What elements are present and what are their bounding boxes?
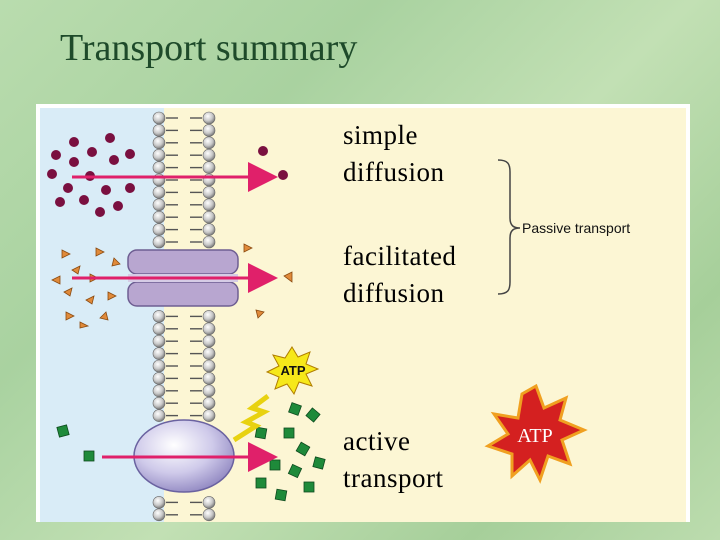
passive-transport-label: Passive transport	[522, 220, 631, 236]
passive-transport-bracket	[498, 160, 520, 294]
simple-diffusion-label: simple diffusion	[343, 120, 445, 187]
facilitated-diffusion-label: facilitated diffusion	[343, 241, 457, 308]
active-transport-label: active transport	[343, 426, 444, 493]
atp-burst-label: ATP	[517, 425, 553, 447]
atp-small-label: ATP	[280, 363, 306, 378]
slide-title: Transport summary	[60, 27, 358, 69]
